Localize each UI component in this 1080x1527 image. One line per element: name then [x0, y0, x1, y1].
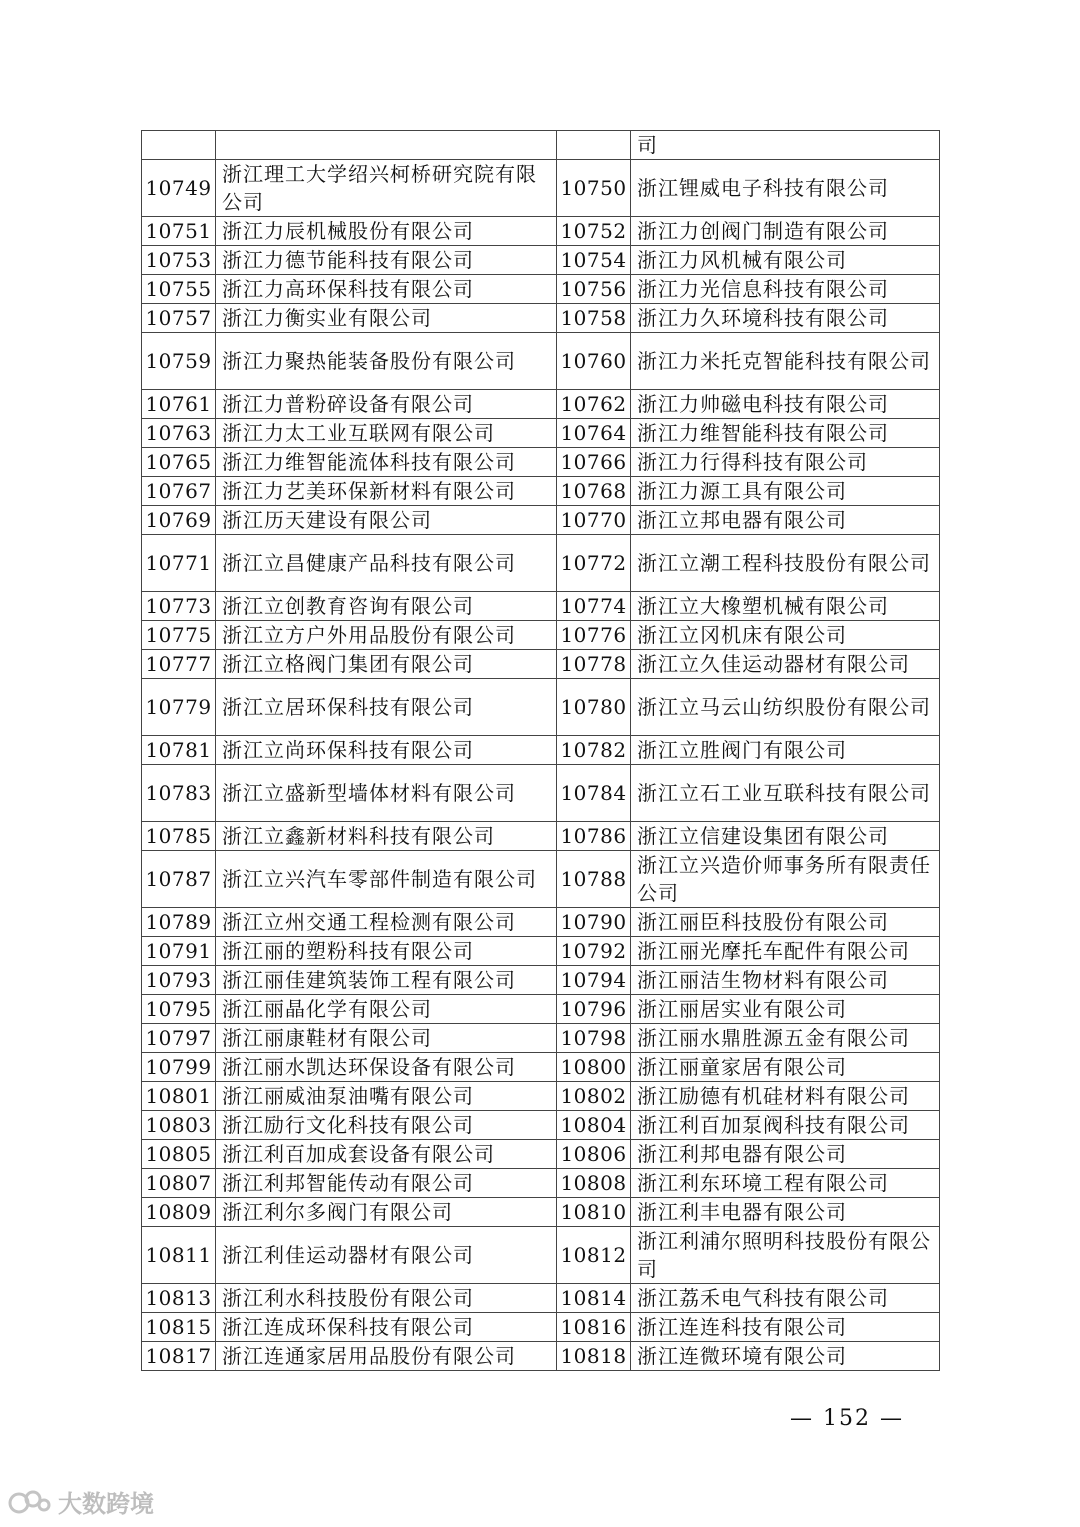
table-row: [142, 966, 940, 995]
table-row: [142, 390, 940, 419]
table-row: [142, 1053, 940, 1082]
table-row: [142, 937, 940, 966]
company-number-right: 10756: [557, 275, 631, 304]
company-number-left: [142, 131, 216, 160]
table-row: [142, 1082, 940, 1111]
company-name-right: 浙江丽童家居有限公司: [631, 1053, 940, 1082]
company-name-right: 浙江立大橡塑机械有限公司: [631, 592, 940, 621]
page-number: — 152 —: [790, 1406, 904, 1431]
company-name-right: 浙江立久佳运动器材有限公司: [631, 650, 940, 679]
table-row: [142, 621, 940, 650]
company-number-left: 10791: [142, 937, 216, 966]
table-row: [142, 1024, 940, 1053]
company-name-right: 浙江立兴造价师事务所有限责任公司: [631, 851, 940, 908]
company-name-left: 浙江力高环保科技有限公司: [216, 275, 557, 304]
table-row: [142, 1140, 940, 1169]
company-number-right: 10762: [557, 390, 631, 419]
company-number-left: 10793: [142, 966, 216, 995]
table-row: [142, 246, 940, 275]
company-number-right: 10798: [557, 1024, 631, 1053]
company-name-left: 浙江力艺美环保新材料有限公司: [216, 477, 557, 506]
table-row: [142, 650, 940, 679]
company-number-left: 10801: [142, 1082, 216, 1111]
table-row: [142, 448, 940, 477]
company-number-left: 10789: [142, 908, 216, 937]
company-number-right: 10810: [557, 1198, 631, 1227]
company-name-right: 浙江励德有机硅材料有限公司: [631, 1082, 940, 1111]
company-name-left: 浙江力衡实业有限公司: [216, 304, 557, 333]
company-number-left: 10759: [142, 333, 216, 390]
company-name-left: 浙江立州交通工程检测有限公司: [216, 908, 557, 937]
company-name-left: 浙江力德节能科技有限公司: [216, 246, 557, 275]
company-number-left: 10777: [142, 650, 216, 679]
company-name-left: 浙江丽佳建筑装饰工程有限公司: [216, 966, 557, 995]
company-number-right: 10812: [557, 1227, 631, 1284]
company-number-left: 10787: [142, 851, 216, 908]
company-number-left: 10757: [142, 304, 216, 333]
company-name-left: 浙江利邦智能传动有限公司: [216, 1169, 557, 1198]
company-number-right: 10806: [557, 1140, 631, 1169]
company-name-left: 浙江立创教育咨询有限公司: [216, 592, 557, 621]
company-number-left: 10795: [142, 995, 216, 1024]
company-number-right: 10804: [557, 1111, 631, 1140]
company-number-right: 10818: [557, 1342, 631, 1371]
table-row: [142, 1198, 940, 1227]
company-name-right: 浙江利百加泵阀科技有限公司: [631, 1111, 940, 1140]
company-name-left: 浙江丽康鞋材有限公司: [216, 1024, 557, 1053]
company-number-left: 10767: [142, 477, 216, 506]
company-number-right: 10778: [557, 650, 631, 679]
watermark-text: 大数跨境: [58, 1490, 154, 1518]
table-row: [142, 908, 940, 937]
company-number-right: 10794: [557, 966, 631, 995]
company-number-right: 10784: [557, 765, 631, 822]
company-number-right: 10808: [557, 1169, 631, 1198]
table-row: [142, 333, 940, 390]
company-name-right: 浙江立信建设集团有限公司: [631, 822, 940, 851]
company-name-left: 浙江立盛新型墙体材料有限公司: [216, 765, 557, 822]
table-row: [142, 851, 940, 908]
table-row: [142, 592, 940, 621]
company-number-left: 10809: [142, 1198, 216, 1227]
company-name-left: 浙江立兴汽车零部件制造有限公司: [216, 851, 557, 908]
company-name-left: 浙江利佳运动器材有限公司: [216, 1227, 557, 1284]
company-name-right: 浙江利东环境工程有限公司: [631, 1169, 940, 1198]
company-name-right: 浙江立冈机床有限公司: [631, 621, 940, 650]
company-name-right: 浙江荔禾电气科技有限公司: [631, 1284, 940, 1313]
company-name-left: 浙江丽晶化学有限公司: [216, 995, 557, 1024]
company-name-left: 浙江立居环保科技有限公司: [216, 679, 557, 736]
company-name-right: 浙江丽水鼎胜源五金有限公司: [631, 1024, 940, 1053]
watermark-logo-icon: [8, 1488, 52, 1516]
table-row: [142, 160, 940, 217]
company-name-left: 浙江力维智能流体科技有限公司: [216, 448, 557, 477]
company-number-left: 10775: [142, 621, 216, 650]
company-number-left: 10769: [142, 506, 216, 535]
table-row: [142, 1169, 940, 1198]
company-name-left: 浙江力太工业互联网有限公司: [216, 419, 557, 448]
company-name-right: 浙江连微环境有限公司: [631, 1342, 940, 1371]
company-number-left: 10765: [142, 448, 216, 477]
company-name-right: 浙江力帅磁电科技有限公司: [631, 390, 940, 419]
company-list-table-wrapper: [141, 130, 939, 1371]
company-number-left: 10753: [142, 246, 216, 275]
company-number-right: 10800: [557, 1053, 631, 1082]
company-number-right: 10814: [557, 1284, 631, 1313]
company-number-left: 10797: [142, 1024, 216, 1053]
table-row: [142, 1111, 940, 1140]
company-number-left: 10807: [142, 1169, 216, 1198]
company-name-left: 浙江连成环保科技有限公司: [216, 1313, 557, 1342]
table-row: [142, 275, 940, 304]
company-number-right: 10750: [557, 160, 631, 217]
table-row: [142, 217, 940, 246]
company-number-right: 10774: [557, 592, 631, 621]
company-number-left: 10749: [142, 160, 216, 217]
company-name-right: 浙江丽臣科技股份有限公司: [631, 908, 940, 937]
company-number-left: 10817: [142, 1342, 216, 1371]
company-name-left: 浙江力普粉碎设备有限公司: [216, 390, 557, 419]
company-name-left: 浙江立鑫新材料科技有限公司: [216, 822, 557, 851]
company-name-left: 浙江理工大学绍兴柯桥研究院有限公司: [216, 160, 557, 217]
company-number-right: 10802: [557, 1082, 631, 1111]
company-number-left: 10781: [142, 736, 216, 765]
company-name-right: 浙江力源工具有限公司: [631, 477, 940, 506]
company-name-right: 浙江连连科技有限公司: [631, 1313, 940, 1342]
table-row: [142, 131, 940, 160]
company-number-right: 10776: [557, 621, 631, 650]
company-name-right: 浙江力创阀门制造有限公司: [631, 217, 940, 246]
company-name-left: 浙江利水科技股份有限公司: [216, 1284, 557, 1313]
company-name-left: 浙江利百加成套设备有限公司: [216, 1140, 557, 1169]
company-number-right: 10782: [557, 736, 631, 765]
table-row: [142, 1342, 940, 1371]
company-number-left: 10771: [142, 535, 216, 592]
company-number-left: 10803: [142, 1111, 216, 1140]
company-number-right: 10764: [557, 419, 631, 448]
company-name-right: 浙江利邦电器有限公司: [631, 1140, 940, 1169]
company-number-left: 10785: [142, 822, 216, 851]
company-name-right: 浙江立胜阀门有限公司: [631, 736, 940, 765]
company-number-right: 10816: [557, 1313, 631, 1342]
company-name-left: 浙江利尔多阀门有限公司: [216, 1198, 557, 1227]
company-name-right: 浙江立潮工程科技股份有限公司: [631, 535, 940, 592]
company-name-left: 浙江立尚环保科技有限公司: [216, 736, 557, 765]
company-name-right: 浙江利浦尔照明科技股份有限公司: [631, 1227, 940, 1284]
company-name-right: 浙江力久环境科技有限公司: [631, 304, 940, 333]
company-number-right: 10780: [557, 679, 631, 736]
company-name-left: 浙江丽水凯达环保设备有限公司: [216, 1053, 557, 1082]
company-name-right: 浙江力维智能科技有限公司: [631, 419, 940, 448]
table-row: [142, 822, 940, 851]
company-name-left: 浙江丽的塑粉科技有限公司: [216, 937, 557, 966]
company-number-left: 10779: [142, 679, 216, 736]
company-number-right: 10760: [557, 333, 631, 390]
company-name-right: 浙江立石工业互联科技有限公司: [631, 765, 940, 822]
company-number-left: 10773: [142, 592, 216, 621]
table-row: [142, 679, 940, 736]
table-row: [142, 535, 940, 592]
company-name-right: 司: [631, 131, 940, 160]
company-list-body: [142, 131, 940, 1371]
company-name-right: 浙江力行得科技有限公司: [631, 448, 940, 477]
company-number-right: 10770: [557, 506, 631, 535]
company-name-right: 浙江利丰电器有限公司: [631, 1198, 940, 1227]
company-number-right: 10796: [557, 995, 631, 1024]
company-name-left: [216, 131, 557, 160]
company-number-left: 10811: [142, 1227, 216, 1284]
company-number-right: 10766: [557, 448, 631, 477]
company-name-right: 浙江丽居实业有限公司: [631, 995, 940, 1024]
company-number-left: 10805: [142, 1140, 216, 1169]
table-row: [142, 765, 940, 822]
table-row: [142, 995, 940, 1024]
company-name-right: 浙江立邦电器有限公司: [631, 506, 940, 535]
company-number-left: 10763: [142, 419, 216, 448]
company-number-right: 10752: [557, 217, 631, 246]
company-name-right: 浙江力风机械有限公司: [631, 246, 940, 275]
company-number-right: 10788: [557, 851, 631, 908]
company-name-right: 浙江锂威电子科技有限公司: [631, 160, 940, 217]
table-row: [142, 506, 940, 535]
company-number-left: 10799: [142, 1053, 216, 1082]
company-name-left: 浙江立昌健康产品科技有限公司: [216, 535, 557, 592]
company-name-right: 浙江力光信息科技有限公司: [631, 275, 940, 304]
table-row: [142, 1284, 940, 1313]
company-name-left: 浙江励行文化科技有限公司: [216, 1111, 557, 1140]
company-number-left: 10813: [142, 1284, 216, 1313]
company-name-right: 浙江力米托克智能科技有限公司: [631, 333, 940, 390]
company-name-left: 浙江历天建设有限公司: [216, 506, 557, 535]
company-number-right: 10754: [557, 246, 631, 275]
watermark: [8, 1484, 154, 1519]
company-number-right: 10792: [557, 937, 631, 966]
company-number-left: 10751: [142, 217, 216, 246]
company-number-right: 10790: [557, 908, 631, 937]
company-number-left: 10783: [142, 765, 216, 822]
company-name-left: 浙江立格阀门集团有限公司: [216, 650, 557, 679]
table-row: [142, 477, 940, 506]
company-name-left: 浙江力聚热能装备股份有限公司: [216, 333, 557, 390]
company-number-right: 10772: [557, 535, 631, 592]
company-name-right: 浙江立马云山纺织股份有限公司: [631, 679, 940, 736]
company-number-left: 10815: [142, 1313, 216, 1342]
company-name-left: 浙江丽威油泵油嘴有限公司: [216, 1082, 557, 1111]
company-name-left: 浙江连通家居用品股份有限公司: [216, 1342, 557, 1371]
company-number-right: 10758: [557, 304, 631, 333]
company-number-left: 10755: [142, 275, 216, 304]
company-number-right: [557, 131, 631, 160]
company-list-table: [141, 130, 940, 1371]
table-row: [142, 419, 940, 448]
table-row: [142, 1313, 940, 1342]
table-row: [142, 1227, 940, 1284]
company-name-right: 浙江丽光摩托车配件有限公司: [631, 937, 940, 966]
company-number-right: 10786: [557, 822, 631, 851]
company-name-right: 浙江丽洁生物材料有限公司: [631, 966, 940, 995]
company-name-left: 浙江力辰机械股份有限公司: [216, 217, 557, 246]
company-number-left: 10761: [142, 390, 216, 419]
table-row: [142, 736, 940, 765]
company-name-left: 浙江立方户外用品股份有限公司: [216, 621, 557, 650]
company-number-right: 10768: [557, 477, 631, 506]
table-row: [142, 304, 940, 333]
